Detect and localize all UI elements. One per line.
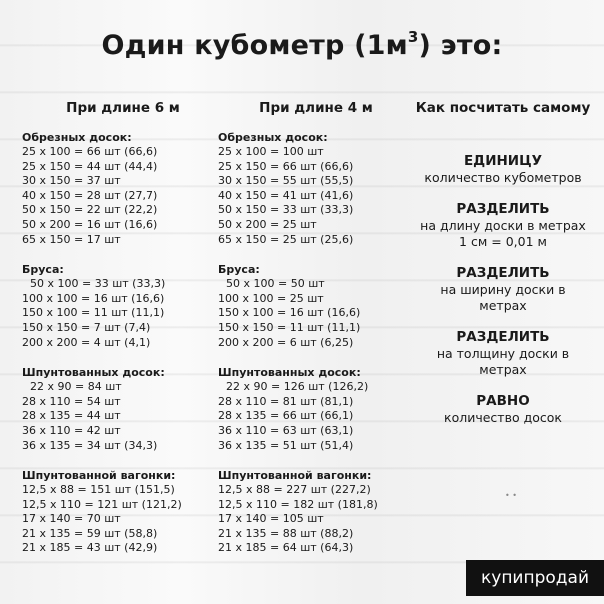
list-item: 200 х 200 = 6 шт (6,25) [218,335,354,349]
section-tongue-groove-boards [218,365,408,453]
calc-step-desc: 1 см = 0,01 м [459,234,547,249]
section-edged-boards [22,130,212,247]
list-item: 12,5 х 110 = 182 шт (181,8) [218,497,378,511]
section-beams [22,262,212,350]
section-title: Шпунтованных досок: [218,366,361,380]
list-item: 30 х 150 = 55 шт (55,5) [218,174,354,188]
section-title: Шпунтованной вагонки: [218,469,372,483]
list-item: 36 х 135 = 34 шт (34,3) [22,438,158,452]
column-header: Как посчитать самому [415,100,591,116]
list-item: 28 х 110 = 81 шт (81,1) [218,394,354,408]
list-item: 21 х 135 = 88 шт (88,2) [218,526,354,540]
list-item: 25 х 100 = 66 шт (66,6) [22,145,158,158]
list-item: 50 х 150 = 33 шт (33,3) [218,203,354,217]
list-item: 12,5 х 110 = 121 шт (121,2) [22,497,182,511]
list-item: 25 х 100 = 100 шт [218,145,324,158]
list-item: 25 х 150 = 44 шт (44,4) [22,159,158,173]
list-item: 28 х 135 = 44 шт [22,409,121,423]
column-length-4m [218,100,408,556]
watermark-logo: купипродай [466,560,604,596]
section-title: Обрезных досок: [218,131,328,144]
calc-step-divide-width [402,264,604,314]
calc-step-key: РАЗДЕЛИТЬ [456,201,550,217]
calc-step-divide-thickness [402,328,604,378]
section-beams [218,262,408,350]
calc-step-key: РАЗДЕЛИТЬ [456,329,550,345]
page-title [0,30,604,61]
list-item: 17 х 140 = 70 шт [22,512,121,526]
list-item: 200 х 200 = 4 шт (4,1) [22,335,151,349]
list-item: 40 х 150 = 41 шт (41,6) [218,188,354,202]
calc-step-desc: метрах [479,362,527,377]
list-item: 150 х 150 = 7 шт (7,4) [22,320,151,334]
section-edged-boards [218,130,408,247]
title-superscript: 3 [407,28,419,46]
list-item: 21 х 135 = 59 шт (58,8) [22,526,158,540]
list-item: 25 х 150 = 66 шт (66,6) [218,159,354,173]
list-item: 36 х 110 = 42 шт [22,423,121,437]
column-header: При длине 6 м [66,100,180,116]
list-item: 50 х 100 = 33 шт (33,3) [30,277,166,291]
section-title: Бруса: [218,263,260,277]
list-item: 21 х 185 = 64 шт (64,3) [218,541,354,555]
list-item: 12,5 х 88 = 227 шт (227,2) [218,483,371,497]
calc-step-key: ЕДИНИЦУ [463,153,543,169]
list-item: 22 х 90 = 126 шт (126,2) [226,380,369,394]
calc-step-desc: количество кубометров [424,170,582,185]
calc-step-desc: метрах [479,298,527,313]
list-item: 150 х 100 = 11 шт (11,1) [22,306,165,320]
list-item: 65 х 150 = 25 шт (25,6) [218,232,354,246]
calc-step-desc: на ширину доски в [440,282,566,297]
list-item: 36 х 135 = 51 шт (51,4) [218,438,354,452]
list-item: 150 х 100 = 16 шт (16,6) [218,306,361,320]
calc-step-equals [402,392,604,426]
calc-step-divide-length [402,200,604,250]
title-end: ) это: [418,30,503,61]
list-item: 36 х 110 = 63 шт (63,1) [218,423,354,437]
calc-step-unit [402,152,604,186]
list-item: 50 х 200 = 16 шт (16,6) [22,217,158,231]
section-title: Шпунтованных досок: [22,366,165,380]
list-item: 28 х 110 = 54 шт [22,394,121,408]
list-item: 12,5 х 88 = 151 шт (151,5) [22,483,175,497]
section-tongue-groove-boards [22,365,212,453]
list-item: 40 х 150 = 28 шт (27,7) [22,188,158,202]
list-item: 50 х 150 = 22 шт (22,2) [22,203,158,217]
list-item: 65 х 150 = 17 шт [22,232,121,246]
section-lining [22,468,212,556]
calc-step-desc: на толщину доски в [436,346,570,361]
column-length-6m [22,100,212,556]
list-item: 17 х 140 = 105 шт [218,512,324,526]
calc-step-desc: количество досок [444,410,562,425]
section-title: Обрезных досок: [22,131,132,144]
section-title: Шпунтованной вагонки: [22,469,176,483]
list-item: 30 х 150 = 37 шт [22,174,121,188]
list-item: 21 х 185 = 43 шт (42,9) [22,541,158,555]
list-item: 22 х 90 = 84 шт [30,380,122,394]
list-item: 50 х 100 = 50 шт [226,277,325,291]
title-text: Один кубометр (1м [101,30,408,61]
list-item: 150 х 150 = 11 шт (11,1) [218,320,361,334]
list-item: 50 х 200 = 25 шт [218,217,317,231]
calc-step-desc: на длину доски в метрах [420,218,586,233]
section-lining [218,468,408,556]
calc-step-key: РАЗДЕЛИТЬ [456,265,550,281]
list-item: 100 х 100 = 25 шт [218,291,324,305]
list-item: 28 х 135 = 66 шт (66,1) [218,409,354,423]
column-header: При длине 4 м [259,100,373,116]
decorative-dots: • • [505,491,517,500]
list-item: 100 х 100 = 16 шт (16,6) [22,291,165,305]
column-how-to-calculate [402,100,604,426]
calc-step-key: РАВНО [476,393,530,409]
section-title: Бруса: [22,263,64,277]
